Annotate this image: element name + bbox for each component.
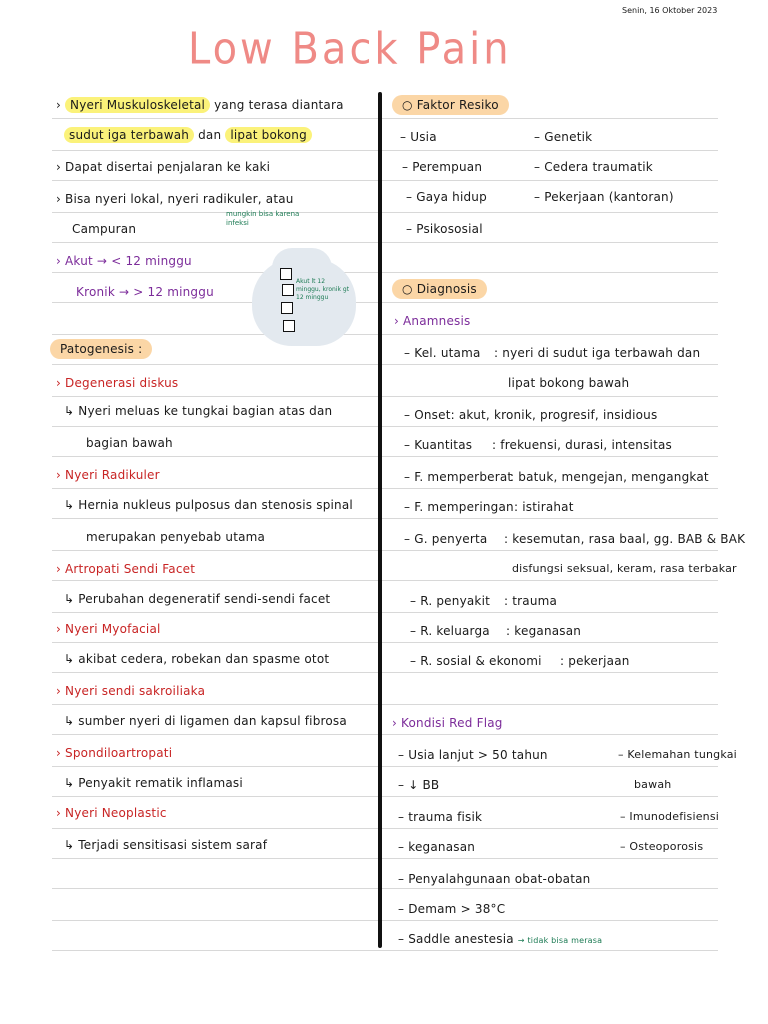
red-flag-text: Osteoporosis bbox=[629, 840, 704, 853]
date-label: Senin, 16 Oktober 2023 bbox=[622, 6, 718, 15]
pato-desc-text: akibat cedera, robekan dan spasme otot bbox=[78, 652, 330, 666]
anamnesis-value: frekuensi, durasi, intensitas bbox=[500, 438, 672, 452]
diagnosis-heading-label: ○ Diagnosis bbox=[392, 279, 487, 299]
bullet-arrow-icon: › bbox=[394, 314, 399, 328]
pato-desc bbox=[64, 776, 243, 790]
bullet-arrow-icon: › bbox=[56, 746, 61, 760]
note-line bbox=[56, 160, 270, 174]
bullet-arrow-icon: › bbox=[56, 192, 61, 206]
pato-desc-text: bagian bawah bbox=[86, 436, 173, 450]
definition-line-2 bbox=[64, 128, 312, 142]
anamnesis-value: kesemutan, rasa baal, gg. BAB & BAK bbox=[512, 532, 746, 546]
red-flag-item: – Imunodefisiensi bbox=[620, 810, 720, 823]
anamnesis-value: pekerjaan bbox=[568, 654, 630, 668]
risk-item: – Genetik bbox=[534, 130, 593, 144]
checkbox-doodle bbox=[281, 302, 293, 314]
risk-item: – Psikososial bbox=[406, 222, 483, 236]
risk-item-text: Cedera traumatik bbox=[544, 160, 653, 174]
pato-item-5 bbox=[56, 684, 205, 698]
red-flag-note: tidak bisa merasa bbox=[527, 936, 603, 945]
bullet-arrow-icon: › bbox=[56, 160, 61, 174]
pato-desc bbox=[64, 404, 332, 418]
anamnesis-key: R. penyakit bbox=[420, 594, 491, 608]
highlight-lipat-bokong: lipat bokong bbox=[225, 127, 312, 143]
risk-item-text: Genetik bbox=[544, 130, 593, 144]
red-flag-item: – keganasan bbox=[398, 840, 476, 854]
pato-item-4 bbox=[56, 622, 161, 636]
red-flag-text: Imunodefisiensi bbox=[629, 810, 720, 823]
bullet-arrow-icon: › bbox=[56, 376, 61, 390]
risk-item-text: Perempuan bbox=[412, 160, 483, 174]
anamnesis-key: G. penyerta bbox=[414, 532, 488, 546]
bullet-arrow-icon: › bbox=[56, 806, 61, 820]
anamnesis-value: lipat bokong bawah bbox=[508, 376, 630, 390]
highlight-sudut-iga: sudut iga terbawah bbox=[64, 127, 194, 143]
bullet-arrow-icon: › bbox=[56, 254, 61, 268]
side-note: mungkin bisa karena infeksi bbox=[226, 210, 300, 227]
pato-name: Artropati Sendi Facet bbox=[65, 562, 196, 576]
anamnesis-row: – Kel. utama : nyeri di sudut iga terbawah dan bbox=[404, 346, 701, 360]
hook-arrow-icon: ↳ bbox=[64, 714, 75, 728]
highlight-musculoskeletal: Nyeri Muskuloskeletal bbox=[65, 97, 210, 113]
bullet-arrow-icon: › bbox=[56, 468, 61, 482]
red-flag-text: Kelemahan tungkai bbox=[627, 748, 737, 761]
anamnesis-row: – G. penyerta : kesemutan, rasa baal, gg. BAB & BAK bbox=[404, 532, 746, 546]
pato-desc-text: sumber nyeri di ligamen dan kapsul fibrosa bbox=[78, 714, 347, 728]
pato-name: Nyeri Radikuler bbox=[65, 468, 160, 482]
pato-name: Spondiloartropati bbox=[65, 746, 173, 760]
anamnesis-row: – Kuantitas : frekuensi, durasi, intensitas bbox=[404, 438, 672, 452]
anamnesis-row: – F. memperingan : istirahat bbox=[404, 500, 574, 514]
anamnesis-key: Kel. utama bbox=[414, 346, 481, 360]
pato-name: Degenerasi diskus bbox=[65, 376, 179, 390]
red-flag-text: Usia lanjut > 50 tahun bbox=[408, 748, 548, 762]
kronik-text: Kronik → > 12 minggu bbox=[76, 285, 214, 299]
diagnosis-heading bbox=[392, 282, 487, 296]
patogenesis-label: Patogenesis : bbox=[50, 339, 152, 359]
risk-item: – Perempuan bbox=[402, 160, 483, 174]
anamnesis-key: R. keluarga bbox=[420, 624, 490, 638]
akut-line bbox=[56, 254, 192, 268]
pato-name: Nyeri sendi sakroiliaka bbox=[65, 684, 206, 698]
red-flag-heading bbox=[392, 716, 503, 730]
red-flag-item: – Usia lanjut > 50 tahun bbox=[398, 748, 548, 762]
red-flag-item: – Penyalahgunaan obat-obatan bbox=[398, 872, 591, 886]
anamnesis-row: – Onset: akut, kronik, progresif, insidious bbox=[404, 408, 658, 422]
anamnesis-row: – F. memperberat : batuk, mengejan, mengangkat bbox=[404, 470, 709, 484]
red-flag-text: trauma fisik bbox=[408, 810, 483, 824]
pato-item-3 bbox=[56, 562, 195, 576]
pato-desc-text: Nyeri meluas ke tungkai bagian atas dan bbox=[78, 404, 333, 418]
definition-connector: dan bbox=[194, 128, 226, 142]
note-text: Dapat disertai penjalaran ke kaki bbox=[65, 160, 271, 174]
bullet-arrow-icon: › bbox=[56, 622, 61, 636]
anamnesis-value: batuk, mengejan, mengangkat bbox=[518, 470, 709, 484]
page-title: Low Back Pain bbox=[188, 23, 512, 75]
risk-item-text: Usia bbox=[410, 130, 437, 144]
pato-item-7 bbox=[56, 806, 167, 820]
pato-desc-text: Perubahan degeneratif sendi-sendi facet bbox=[78, 592, 331, 606]
anamnesis-key: R. sosial & ekonomi bbox=[420, 654, 542, 668]
anamnesis-key: Kuantitas bbox=[414, 438, 473, 452]
pato-name: Nyeri Neoplastic bbox=[65, 806, 167, 820]
checkbox-doodle bbox=[282, 284, 294, 296]
risk-heading-text: Faktor Resiko bbox=[416, 98, 499, 112]
anamnesis-heading bbox=[394, 314, 471, 328]
red-flag-item: – Demam > 38°C bbox=[398, 902, 506, 916]
risk-item-text: Gaya hidup bbox=[416, 190, 487, 204]
bullet-arrow-icon: › bbox=[56, 684, 61, 698]
red-flag-text: Saddle anestesia bbox=[408, 932, 514, 946]
risk-item: – Gaya hidup bbox=[406, 190, 487, 204]
pato-desc-text: Penyakit rematik inflamasi bbox=[78, 776, 243, 790]
red-flag-item: – Osteoporosis bbox=[620, 840, 704, 853]
anamnesis-row: – R. penyakit : trauma bbox=[410, 594, 558, 608]
anamnesis-value: disfungsi seksual, keram, rasa terbakar bbox=[512, 562, 737, 575]
red-flag-item: – Kelemahan tungkai bbox=[618, 748, 737, 761]
risk-item-text: Pekerjaan (kantoran) bbox=[544, 190, 674, 204]
hook-arrow-icon: ↳ bbox=[64, 592, 75, 606]
red-flag-text: keganasan bbox=[408, 840, 476, 854]
red-flag-item: – Saddle anestesia → tidak bisa merasa bbox=[398, 932, 603, 946]
anamnesis-row: – R. keluarga : keganasan bbox=[410, 624, 582, 638]
patogenesis-heading bbox=[50, 342, 152, 356]
bullet-arrow-icon: › bbox=[56, 562, 61, 576]
hook-arrow-icon: ↳ bbox=[64, 776, 75, 790]
risk-item-text: Psikososial bbox=[416, 222, 483, 236]
red-flag-item: – ↓ BB bbox=[398, 778, 440, 792]
pato-name: Nyeri Myofacial bbox=[65, 622, 161, 636]
note-line bbox=[56, 192, 294, 206]
pato-desc bbox=[64, 592, 330, 606]
anamnesis-key: F. memperberat bbox=[414, 470, 513, 484]
diagnosis-heading-text: Diagnosis bbox=[416, 282, 477, 296]
pato-item-1 bbox=[56, 376, 178, 390]
pato-desc bbox=[64, 652, 329, 666]
column-divider bbox=[378, 92, 382, 948]
anamnesis-key: F. memperingan bbox=[414, 500, 514, 514]
anamnesis-heading-text: Anamnesis bbox=[403, 314, 471, 328]
checkbox-doodle bbox=[280, 268, 292, 280]
pato-desc-text: merupakan penyebab utama bbox=[86, 530, 266, 544]
anamnesis-value: keganasan bbox=[514, 624, 582, 638]
definition-line-1 bbox=[56, 98, 344, 112]
akut-text: Akut → < 12 minggu bbox=[65, 254, 192, 268]
bullet-arrow-icon: › bbox=[392, 716, 397, 730]
hook-arrow-icon: ↳ bbox=[64, 498, 75, 512]
red-flag-text: ↓ BB bbox=[408, 778, 440, 792]
red-flag-text: bawah bbox=[634, 778, 672, 791]
pato-desc-text: Terjadi sensitisasi sistem saraf bbox=[78, 838, 268, 852]
hook-arrow-icon: ↳ bbox=[64, 652, 75, 666]
red-flag-heading-text: Kondisi Red Flag bbox=[401, 716, 503, 730]
red-flag-text: Penyalahgunaan obat-obatan bbox=[408, 872, 591, 886]
red-flag-text: Demam > 38°C bbox=[408, 902, 506, 916]
checkbox-doodle bbox=[283, 320, 295, 332]
hook-arrow-icon: ↳ bbox=[64, 404, 75, 418]
definition-text: yang terasa diantara bbox=[210, 98, 344, 112]
risk-item: – Usia bbox=[400, 130, 437, 144]
cloud-note: Akut lt 12 minggu, kronik gt 12 minggu bbox=[296, 278, 350, 301]
risk-item: – Cedera traumatik bbox=[534, 160, 653, 174]
anamnesis-value: nyeri di sudut iga terbawah dan bbox=[502, 346, 701, 360]
pato-item-6 bbox=[56, 746, 172, 760]
pato-item-2 bbox=[56, 468, 160, 482]
bullet-arrow-icon: › bbox=[56, 98, 61, 112]
anamnesis-row: – R. sosial & ekonomi : pekerjaan bbox=[410, 654, 630, 668]
pato-desc-text: Hernia nukleus pulposus dan stenosis spinal bbox=[78, 498, 353, 512]
pato-desc bbox=[64, 838, 267, 852]
anamnesis-key: Onset: akut, kronik, progresif, insidious bbox=[414, 408, 658, 422]
pato-desc bbox=[64, 714, 347, 728]
risk-heading-label: ○ Faktor Resiko bbox=[392, 95, 509, 115]
risk-item: – Pekerjaan (kantoran) bbox=[534, 190, 674, 204]
red-flag-item: – trauma fisik bbox=[398, 810, 483, 824]
note-text: Campuran bbox=[72, 222, 137, 236]
anamnesis-value: istirahat bbox=[522, 500, 574, 514]
anamnesis-value: trauma bbox=[512, 594, 558, 608]
hook-arrow-icon: ↳ bbox=[64, 838, 75, 852]
note-text: Bisa nyeri lokal, nyeri radikuler, atau bbox=[65, 192, 294, 206]
pato-desc bbox=[64, 498, 353, 512]
risk-heading bbox=[392, 98, 509, 112]
